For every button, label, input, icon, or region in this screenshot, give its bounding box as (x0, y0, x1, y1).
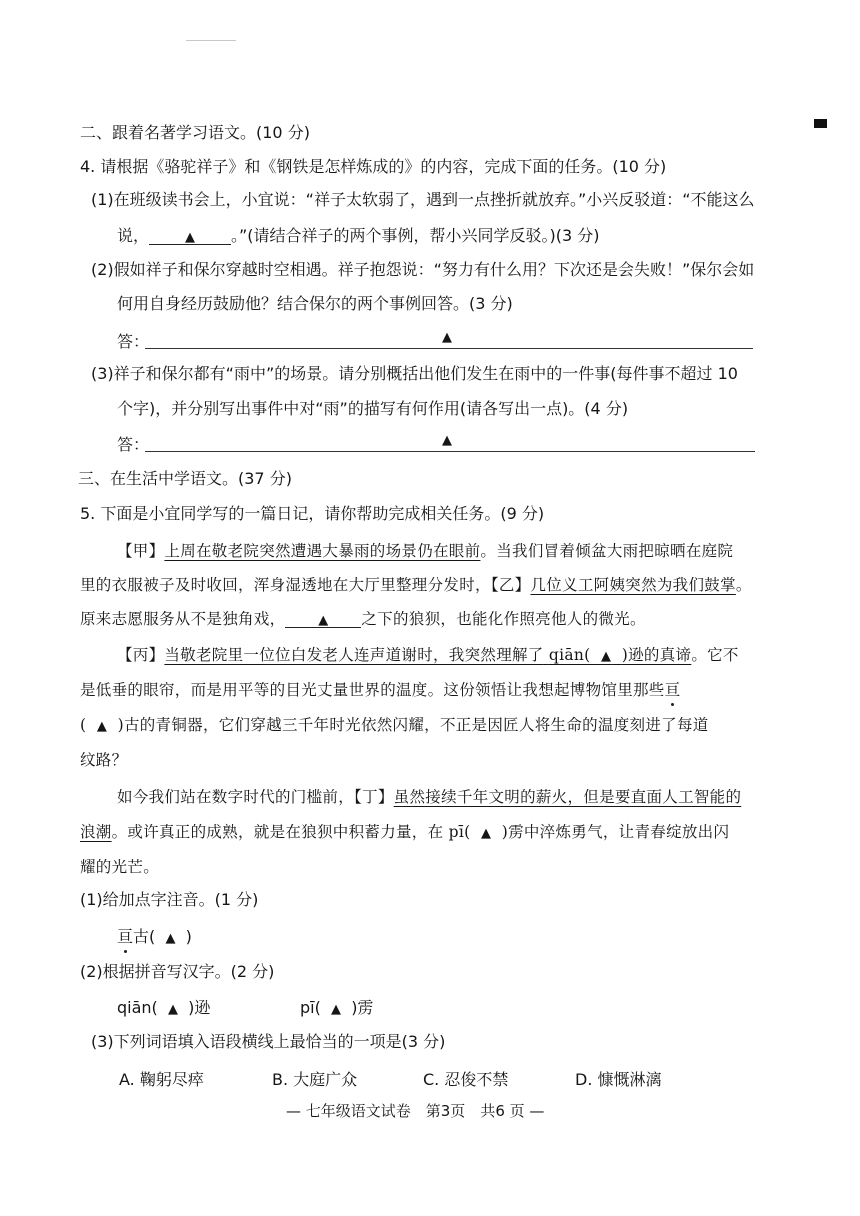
task-text: )逊 (188, 998, 211, 1017)
answer-label-4-2: 答： (117, 332, 150, 351)
diary-text: )雳中淬炼勇气，让青春绽放出闪 (501, 823, 730, 841)
blank-triangle-icon[interactable]: ▲ (331, 1002, 342, 1017)
blank-triangle-icon: ▲ (442, 330, 452, 345)
question-4-1-line2 (117, 224, 600, 248)
blank-triangle-icon: ▲ (480, 826, 492, 841)
question-5: 5. 下面是小宜同学写的一篇日记，请你帮助完成相关任务。(9 分) (80, 504, 545, 523)
section3-title: 三、在生活中学语文。(37 分) (78, 469, 292, 488)
diary-tag-jia: 【甲】 (117, 542, 165, 560)
dotted-char-gen: 亘 (664, 681, 681, 699)
question-4-3-line2: 个字)，并分别写出事件中对“雨”的描写有何作用(请各写出一点)。(4 分) (117, 399, 629, 418)
diary-text: 当敬老院里一位位白发老人连声道谢时，我突然理解了 (164, 646, 544, 664)
diary-text: 。当我们冒着倾盆大雨把晾晒在庭院 (480, 542, 734, 560)
task-text: 古( (133, 927, 156, 946)
task-2: (2)根据拼音写汉字。(2 分) (80, 962, 275, 981)
option-d[interactable]: D. 慷慨淋漓 (575, 1070, 662, 1089)
scan-mark-top (186, 40, 236, 41)
task-1-answer (117, 925, 192, 951)
task-text: pī( (300, 998, 321, 1017)
diary-text: 之下的狼狈，也能化作照亮他人的微光。 (361, 610, 646, 628)
diary-line-4 (117, 643, 739, 669)
blank-triangle-icon[interactable]: ▲ (165, 931, 176, 946)
diary-text: 原来志愿服务从不是独角戏， (80, 610, 286, 628)
task-2-answer-pi (300, 996, 373, 1022)
diary-text: 是低垂的眼帘，而是用平等的目光丈量世界的温度。这份领悟让我想起博物馆里那些 (80, 681, 665, 699)
diary-text: )逊的真谛 (621, 646, 692, 664)
blank-triangle-icon: ▲ (442, 433, 452, 448)
diary-sentence-ding-end: 浪潮 (80, 823, 112, 841)
task-2-answer-qian (117, 996, 210, 1022)
diary-text: )古的青铜器，它们穿越三千年时光依然闪耀，不正是因匠人将生命的温度刻进了每道 (117, 716, 709, 734)
blank-triangle-icon: ▲ (96, 719, 108, 734)
blank-triangle-icon[interactable]: ▲ (167, 1002, 178, 1017)
question-4-2-line2: 何用自身经历鼓励他？结合保尔的两个事例回答。(3 分) (117, 294, 513, 313)
diary-line-6 (80, 713, 709, 739)
pinyin-qian: qiān( (548, 646, 591, 664)
diary-line-8 (117, 785, 741, 809)
diary-line-2 (80, 573, 752, 597)
task-text: )雳 (351, 998, 374, 1017)
diary-tag-yi: 【乙】 (490, 576, 531, 594)
question-4-1-prefix: 说， (117, 226, 150, 245)
page-footer: — 七年级语文试卷 第3页 共6 页 — (286, 1102, 545, 1120)
dotted-char-gen: 亘 (117, 927, 134, 946)
answer-line-4-2[interactable] (145, 348, 753, 349)
diary-line-3 (80, 607, 646, 631)
task-text: ) (185, 927, 192, 946)
diary-text: 如今我们站在数字时代的门槛前， (117, 788, 355, 806)
diary-tag-bing: 【丙】 (117, 646, 165, 664)
diary-sentence-jia: 上周在敬老院突然遭遇大暴雨的场景仍在眼前 (164, 542, 481, 560)
diary-text: ( (80, 716, 87, 734)
task-1: (1)给加点字注音。(1 分) (80, 890, 259, 909)
answer-label-4-3: 答： (117, 435, 150, 454)
option-c[interactable]: C. 忍俊不禁 (423, 1070, 509, 1089)
diary-sentence-ding: 虽然接续千年文明的薪火，但是要直面人工智能的 (393, 788, 742, 806)
option-a[interactable]: A. 鞠躬尽瘁 (119, 1070, 204, 1089)
diary-text: 。或许真正的成熟，就是在狼狈中积蓄力量，在 pī( (111, 823, 471, 841)
diary-text: 。它不 (691, 646, 739, 664)
diary-line-1 (117, 539, 733, 563)
blank-triangle-icon: ▲ (185, 230, 196, 245)
idiom-blank[interactable] (285, 607, 361, 628)
diary-line-7: 纹路？ (80, 751, 128, 769)
diary-sentence-bing (164, 646, 691, 664)
option-b[interactable]: B. 大庭广众 (272, 1070, 358, 1089)
blank-triangle-icon: ▲ (318, 613, 329, 628)
diary-text: 里的衣服被子及时收回，浑身湿透地在大厅里整理分发时， (80, 576, 491, 594)
answer-line-4-3[interactable] (145, 451, 755, 452)
question-4-2-line1: (2)假如祥子和保尔穿越时空相遇。祥子抱怨说：“努力有什么用？下次还是会失败！”保尔会如 (91, 260, 755, 279)
question-4-3-line1: (3)祥子和保尔都有“雨中”的场景。请分别概括出他们发生在雨中的一件事(每件事不超过 10 (91, 364, 738, 383)
question-4: 4. 请根据《骆驼祥子》和《钢铁是怎样炼成的》的内容，完成下面的任务。(10 分) (80, 157, 667, 176)
diary-sentence-yi: 几位义工阿姨突然为我们鼓掌 (530, 576, 736, 594)
question-4-1-line1: (1)在班级读书会上，小宜说：“祥子太软弱了，遇到一点挫折就放弃。”小兴反驳道：“不能这么 (91, 190, 755, 209)
diary-line-9 (80, 820, 729, 846)
diary-line-5 (80, 678, 680, 702)
diary-line-10: 耀的光芒。 (80, 858, 160, 876)
task-3: (3)下列词语填入语段横线上最恰当的一项是(3 分) (91, 1032, 446, 1051)
task-text: qiān( (117, 998, 158, 1017)
diary-text: 。 (735, 576, 752, 594)
question-4-1-suffix: 。”(请结合祥子的两个事例，帮小兴同学反驳。)(3 分) (231, 226, 600, 245)
blank-triangle-icon: ▲ (600, 649, 612, 664)
answer-blank-4-1[interactable] (149, 224, 231, 245)
section2-title: 二、跟着名著学习语文。(10 分) (80, 123, 310, 142)
scan-mark-side (814, 119, 827, 128)
diary-tag-ding: 【丁】 (354, 788, 394, 806)
